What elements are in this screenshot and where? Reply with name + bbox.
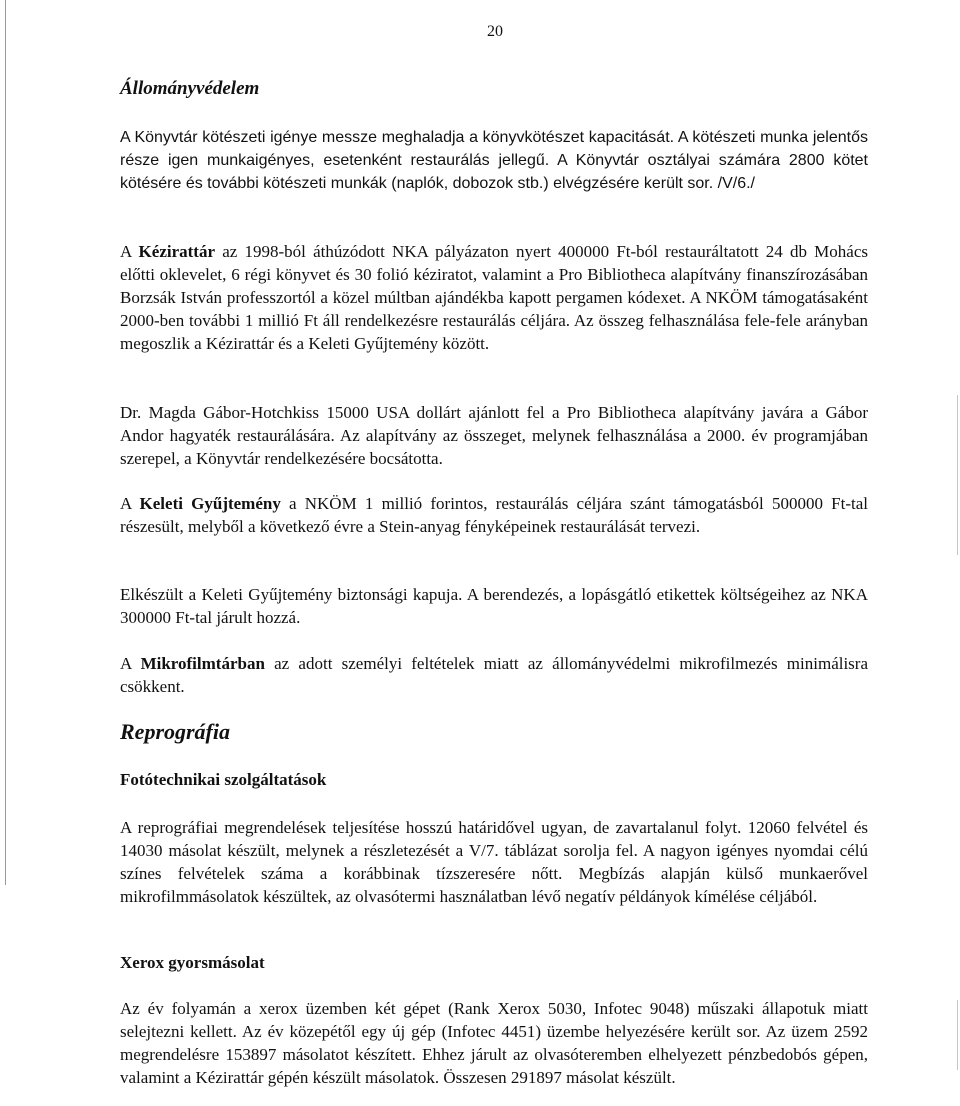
keyword-keleti-gyujtemeny: Keleti Gyűjtemény xyxy=(139,494,281,513)
paragraph-manuscripts xyxy=(120,240,868,355)
section-title-reprografia: Reprográfia xyxy=(120,719,230,744)
scan-edge-right xyxy=(957,395,958,555)
paragraph-bookbinding: A Könyvtár kötészeti igénye messze meghaladja a könyvkötészet kapacitását. A kötészeti munka jelentős része igen munkaigényes, esetenként restaurálás jellegű. A Könyvtár osztályai számára 2800 kötet kötésére és további kötészeti munkák (naplók, dobozok stb.) elvégzésére került sor. /V/6./ xyxy=(120,129,868,192)
text-post: a NKÖM 1 millió forintos, restaurálás céljára szánt támogatásból 500000 Ft-tal részesült, melyből a következő évre a Stein-anyag fényképeinek restaurálását tervezi. xyxy=(120,494,868,536)
paragraph-security-gate: Elkészült a Keleti Gyűjtemény biztonsági kapuja. A berendezés, a lopásgátló etikettek költségeihez az NKA 300000 Ft-tal járult hozzá. xyxy=(120,585,868,627)
keyword-kezirattar: Kézirattár xyxy=(138,242,215,261)
scan-edge-right-lower xyxy=(957,1000,958,1070)
paragraph-donation: Dr. Magda Gábor-Hotchkiss 15000 USA dollárt ajánlott fel a Pro Bibliotheca alapítvány javára a Gábor Andor hagyaték restaurálására. Az alapítvány az összeget, melynek felhasználása a 2000. év programjában szerepel, a Könyvtár rendelkezésére bocsátotta. xyxy=(120,403,868,468)
text-post: az adott személyi feltételek miatt az állományvédelmi mikrofilmezés minimálisra csökkent. xyxy=(120,654,869,696)
keyword-mikrofilmtar: Mikrofilmtárban xyxy=(140,654,265,673)
text-post: az 1998-ból áthúzódott NKA pályázaton nyert 400000 Ft-ból restauráltatott 24 db Mohács előtti oklevelet, 6 régi könyvet és 30 folió kéziratot, valamint a Pro Bibliotheca alapítvány finanszírozásában Borzsák István professzortól a közel múltban ajándékba kapott pergamen kódexet. A NKÖM támogatásaként 2000-ben további 1 millió Ft áll rendelkezésre restaurálás céljára. Az összeg felhasználása fele-fele arányban megoszlik a Kézirattár és a Keleti Gyűjtemény között. xyxy=(120,242,868,353)
text-pre: A xyxy=(120,494,140,513)
paragraph-oriental-collection xyxy=(120,492,868,538)
scan-edge-left xyxy=(5,0,6,885)
paragraph-reprography: A reprográfiai megrendelések teljesítése hosszú határidővel ugyan, de zavartalanul folyt. 12060 felvétel és 14030 másolat készült, melynek a részletezését a V/7. táblázat sorolja fel. A nagyon igényes nyomdai célú színes felvételek száma a korábbinak tízszeresére nőtt. Megbízás alapján külső munkaerővel mikrofilmmásolatok készültek, az olvasótermi használatban lévő negatív példányok kímélése céljából. xyxy=(120,818,868,906)
subheading-xerox: Xerox gyorsmásolat xyxy=(120,953,265,972)
subheading-photo-services: Fotótechnikai szolgáltatások xyxy=(120,770,327,789)
paragraph-microfilm xyxy=(120,652,868,698)
text-pre: A xyxy=(120,654,141,673)
paragraph-xerox: Az év folyamán a xerox üzemben két gépet (Rank Xerox 5030, Infotec 9048) műszaki állapotuk miatt selejtezni kellett. Az év közepétől egy új gép (Infotec 4451) üzembe helyezésére került sor. Az üzem 2592 megrendelésre 153897 másolatot készített. Ehhez járult az olvasóteremben elhelyezett pénzbedobós gépen, valamint a Kézirattár gépén készült másolatok. Összesen 291897 másolat készült. xyxy=(120,999,868,1087)
page-number: 20 xyxy=(487,23,503,40)
text-pre: A xyxy=(120,242,139,261)
section-title-allomanyvedelem: Állományvédelem xyxy=(120,78,260,99)
